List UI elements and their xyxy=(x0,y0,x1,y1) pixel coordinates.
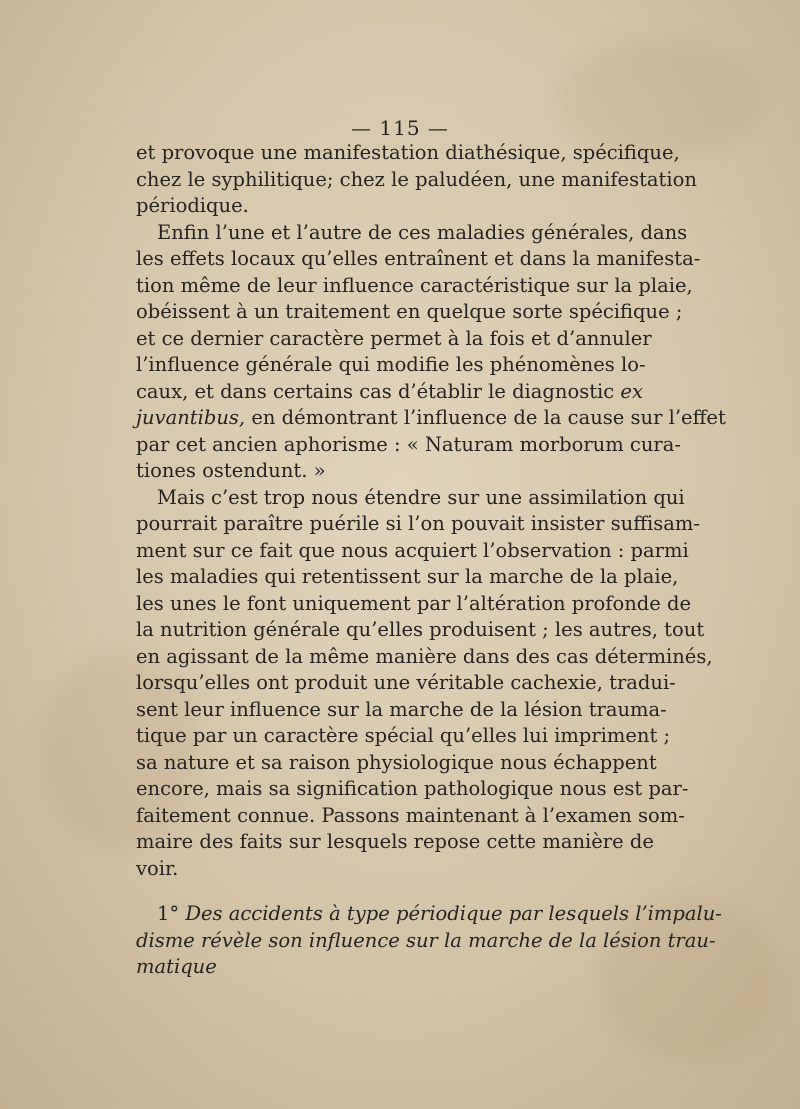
text-line: encore, mais sa signification pathologique nous est par- xyxy=(136,777,689,800)
spacer xyxy=(136,882,614,901)
text-line xyxy=(136,379,643,406)
text-line: les unes le font uniquement par l’altération profonde de xyxy=(136,591,692,615)
text-line: les effets locaux qu’elles entraînent et dans la manifesta- xyxy=(136,247,701,270)
text-line: et provoque une manifestation diathésique, spécifique, xyxy=(136,141,680,164)
text-line: l’influence générale qui modifie les phénomènes lo- xyxy=(136,353,646,376)
text-line: tique par un caractère spécial qu’elles lui impriment ; xyxy=(136,724,671,747)
text-line: sent leur influence sur la marche de la lésion trauma- xyxy=(136,697,667,721)
section-heading-text: Des accidents à type périodique par lesquels l’impalu- xyxy=(185,902,722,925)
italic-span: juvantibus, xyxy=(136,406,246,429)
text-line: en agissant de la même manière dans des cas déterminés, xyxy=(136,644,713,668)
text-line: obéissent à un traitement en quelque sorte spécifique ; xyxy=(136,300,683,323)
section-heading-line xyxy=(136,901,722,928)
text-line: chez le syphilitique; chez le paludéen, une manifestation xyxy=(136,167,697,191)
text-line: les maladies qui retentissent sur la marche de la plaie, xyxy=(136,565,679,588)
text-line xyxy=(136,405,726,432)
text-line: lorsqu’elles ont produit une véritable cachexie, tradui- xyxy=(136,671,676,694)
text-line: ment sur ce fait que nous acquiert l’observation : parmi xyxy=(136,538,689,562)
text-line: Enfin l’une et l’autre de ces maladies générales, dans xyxy=(157,220,688,244)
text-span: en démontrant l’influence de la cause sur l’effet xyxy=(245,406,726,429)
text-line: tion même de leur influence caractéristique sur la plaie, xyxy=(136,273,693,297)
text-line: pourrait paraître puérile si l’on pouvait insister suffisam- xyxy=(136,512,701,535)
section-heading-line: matique xyxy=(136,955,217,978)
text-line: Mais c’est trop nous étendre sur une assimilation qui xyxy=(157,485,685,509)
section-number: 1° xyxy=(157,902,180,925)
text-line: et ce dernier caractère permet à la fois et d’annuler xyxy=(136,326,652,350)
page-number: — 115 — xyxy=(351,116,449,140)
text-line: voir. xyxy=(136,856,179,880)
text-line: la nutrition générale qu’elles produisent ; les autres, tout xyxy=(136,618,705,641)
section-heading-line: disme révèle son influence sur la marche de la lésion trau- xyxy=(136,928,716,952)
text-line: tiones ostendunt. » xyxy=(136,459,326,482)
text-line: faitement connue. Passons maintenant à l’examen som- xyxy=(136,803,685,827)
italic-span: ex xyxy=(620,379,643,403)
text-line: sa nature et sa raison physiologique nous échappent xyxy=(136,750,657,774)
text-span: caux, et dans certains cas d’établir le diagnostic xyxy=(136,379,615,403)
text-line: maire des faits sur lesquels repose cette manière de xyxy=(136,830,654,853)
text-line: périodique. xyxy=(136,194,249,217)
body-text xyxy=(136,140,726,981)
text-line: par cet ancien aphorisme : « Naturam morborum cura- xyxy=(136,432,681,456)
